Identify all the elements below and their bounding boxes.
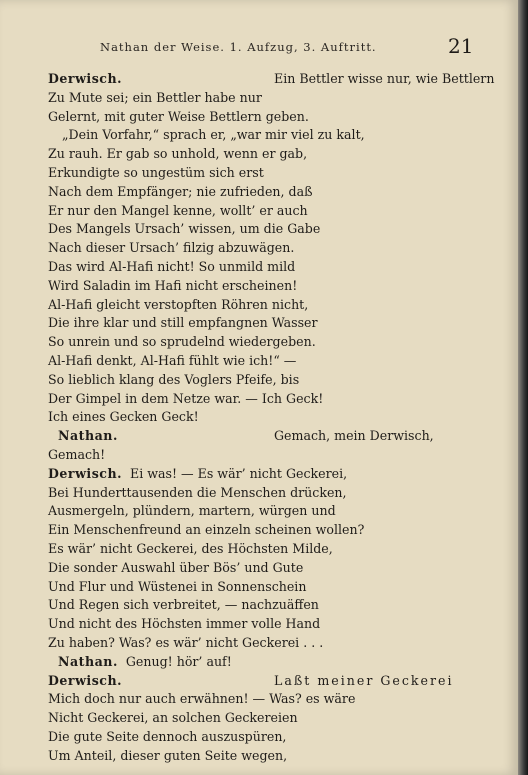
line-text: Mich doch nur auch erwähnen! — Was? es wäre [48, 691, 356, 707]
verse-line [48, 371, 468, 390]
verse-line [48, 690, 468, 709]
line-text: Die ihre klar und still empfangnen Wasser [48, 315, 318, 331]
verse-line [48, 164, 468, 183]
line-text: Und nicht des Höchsten immer volle Hand [48, 616, 321, 632]
verse-line [48, 747, 468, 766]
verse-line [48, 408, 468, 427]
speaker-name: Nathan. [58, 653, 118, 669]
verse-line [48, 634, 468, 653]
speaker-name: Derwisch. [48, 71, 122, 86]
line-text: Es wär’ nicht Geckerei, des Höchsten Milde, [48, 540, 333, 556]
line-text: Die gute Seite dennoch auszuspüren, [48, 728, 287, 744]
line-text: Ich eines Gecken Geck! [48, 409, 199, 425]
speech-text: Laßt meiner Geckerei [274, 672, 454, 688]
line-text: Zu Mute sei; ein Bettler habe nur [48, 89, 262, 105]
speaker-name: Derwisch. [48, 672, 122, 688]
line-text: Und Regen sich verbreitet, — nachzuäffen [48, 597, 319, 613]
verse-line [48, 333, 468, 352]
line-text: Der Gimpel in dem Netze war. — Ich Geck! [48, 390, 324, 406]
line-text: So unrein und so sprudelnd wiedergeben. [48, 334, 316, 350]
verse-line [48, 521, 468, 540]
verse-line [48, 239, 468, 258]
verse-line [48, 258, 468, 277]
verse-line [48, 390, 468, 409]
speech-text: Ei was! — Es wär’ nicht Geckerei, [130, 465, 348, 481]
line-text: Des Mangels Ursach’ wissen, um die Gabe [48, 221, 321, 237]
verse-line [48, 540, 468, 559]
line-text: „Dein Vorfahr,“ sprach er, „war mir viel zu kalt, [62, 127, 365, 143]
verse-line [48, 446, 468, 465]
speaker-name: Derwisch. [48, 465, 122, 481]
verse-line [48, 465, 468, 484]
line-text: Nicht Geckerei, an solchen Geckereien [48, 710, 298, 726]
verse-line [48, 277, 468, 296]
line-text: Erkundigte so ungestüm sich erst [48, 164, 264, 180]
line-text: Gelernt, mit guter Weise Bettlern geben. [48, 108, 309, 124]
verse-line [48, 502, 468, 521]
line-text: Zu haben? Was? es wär’ nicht Geckerei . . . [48, 634, 324, 650]
speaker-name: Nathan. [58, 428, 118, 444]
line-text: So lieblich klang des Voglers Pfeife, bis [48, 371, 300, 387]
verse-line [48, 427, 468, 446]
line-text: Nach dieser Ursach’ filzig abzuwägen. [48, 240, 295, 256]
line-text: Al-Hafi denkt, Al-Hafi fühlt wie ich!“ — [48, 352, 297, 368]
verse-line [48, 352, 468, 371]
verse-line [48, 578, 468, 597]
running-header: Nathan der Weise. 1. Aufzug, 3. Auftritt. [100, 40, 377, 54]
line-text: Gemach! [48, 446, 106, 462]
verse-text [48, 70, 495, 765]
verse-line [48, 89, 468, 108]
verse-line [48, 202, 468, 221]
page-edge [518, 0, 528, 775]
line-text: Ausmergeln, plündern, martern, würgen und [48, 503, 336, 519]
verse-line [48, 709, 468, 728]
verse-line [48, 145, 468, 164]
line-text: Und Flur und Wüstenei in Sonnenschein [48, 578, 307, 594]
verse-line [48, 220, 468, 239]
line-text: Das wird Al-Hafi nicht! So unmild mild [48, 258, 296, 274]
line-text: Um Anteil, dieser guten Seite wegen, [48, 747, 288, 763]
speech-text: Genug! hör’ auf! [125, 653, 232, 669]
line-text: Wird Saladin im Hafi nicht erscheinen! [48, 277, 298, 293]
verse-line [48, 672, 468, 691]
speech-text: Gemach, mein Derwisch, [274, 428, 434, 444]
page-number: 21 [448, 34, 474, 58]
line-text: Ein Menschenfreund an einzeln scheinen wollen? [48, 522, 365, 538]
line-text: Zu rauh. Er gab so unhold, wenn er gab, [48, 146, 308, 162]
verse-line [48, 653, 468, 672]
verse-line [48, 596, 468, 615]
verse-line [48, 126, 468, 145]
verse-line [48, 183, 468, 202]
line-text: Die sonder Auswahl über Bös’ und Gute [48, 559, 304, 575]
line-text: Al-Hafi gleicht verstopften Röhren nicht, [48, 296, 309, 312]
verse-line [48, 559, 468, 578]
verse-line [48, 314, 468, 333]
verse-line [48, 296, 468, 315]
verse-line [48, 70, 495, 89]
verse-line [48, 108, 468, 127]
verse-line [48, 615, 468, 634]
line-text: Nach dem Empfänger; nie zufrieden, daß [48, 183, 313, 199]
speech-text: Ein Bettler wisse nur, wie Bettlern [274, 71, 495, 86]
line-text: Bei Hunderttausenden die Menschen drücken, [48, 484, 347, 500]
verse-line [48, 728, 468, 747]
line-text: Er nur den Mangel kenne, wollt’ er auch [48, 202, 308, 218]
verse-line [48, 484, 468, 503]
